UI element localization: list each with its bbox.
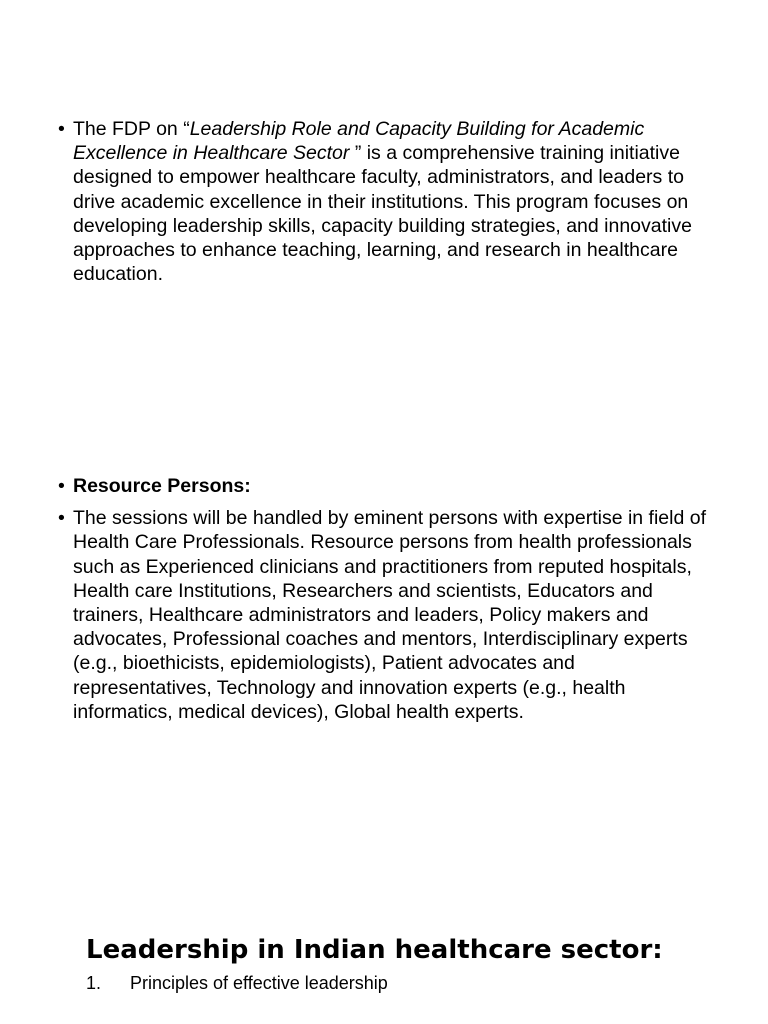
intro-section	[0, 117, 768, 286]
list-item-number: 1.	[86, 973, 102, 993]
resource-heading-bullet	[0, 474, 768, 498]
leadership-section	[0, 935, 768, 995]
leadership-topic-list	[0, 971, 768, 995]
resource-bullet-list	[0, 474, 768, 724]
resource-persons-heading: Resource Persons:	[73, 475, 251, 497]
intro-bullet	[0, 117, 768, 286]
resource-persons-description: The sessions will be handled by eminent persons with expertise in field of Health Care Professionals. Resource persons from health professionals such as Experienced clinicians and practitioners from reputed hospitals, Health care Institutions, Researchers and scientists, Educators and trainers, Healthcare administrators and leaders, Policy makers and advocates, Professional coaches and mentors, Interdisciplinary experts (e.g., bioethicists, epidemiologists), Patient advocates and representatives, Technology and innovation experts (e.g., health informatics, medical devices), Global health experts.	[73, 507, 707, 723]
intro-description: ” is a comprehensive training initiative designed to empower healthcare faculty, administrators, and leaders to drive academic excellence in their institutions. This program focuses on developing leadership skills, capacity building strategies, and innovative approaches to enhance teaching, learning, and research in healthcare education.	[73, 142, 692, 286]
resource-description-bullet	[0, 506, 768, 724]
list-item	[0, 971, 768, 995]
list-item-text: Principles of effective leadership	[130, 973, 388, 993]
leadership-heading: Leadership in Indian healthcare sector:	[86, 935, 663, 965]
program-title: Leadership Role and Capacity Building for Academic Excellence in Healthcare Sector	[73, 118, 645, 165]
intro-bullet-list	[0, 117, 768, 286]
intro-prefix: The FDP on “	[73, 118, 190, 140]
resource-persons-section	[0, 474, 768, 724]
